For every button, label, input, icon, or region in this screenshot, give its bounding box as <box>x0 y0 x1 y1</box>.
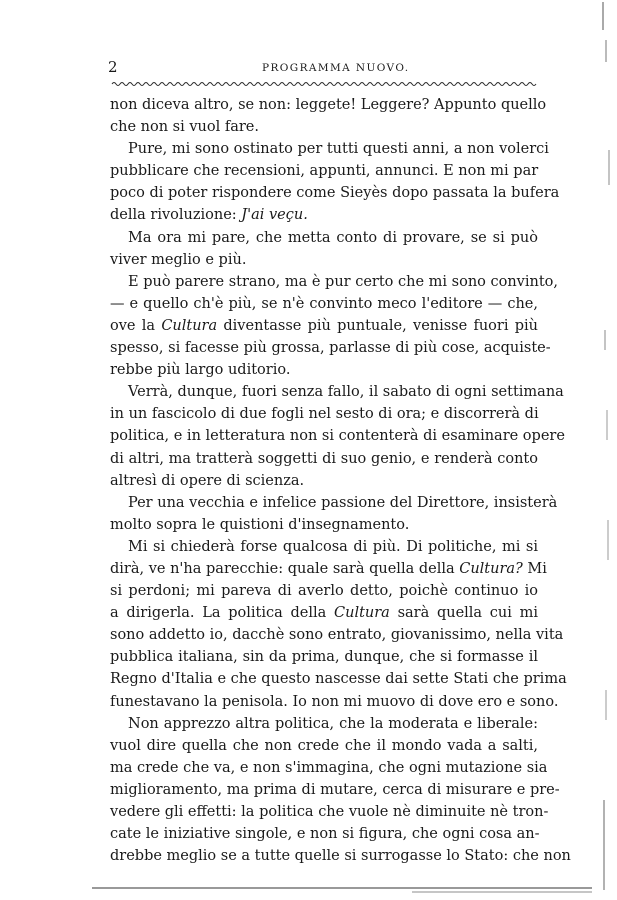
text-line-11-start: ove la <box>110 317 162 334</box>
text-line-4: pubblicare che recensioni, appunti, annunci. E non mi par <box>110 163 539 180</box>
text-line-6 <box>110 204 538 226</box>
text-line-8: viver meglio e più. <box>110 251 247 268</box>
page-header <box>108 58 536 78</box>
italic-cultura-1: Cultura <box>161 317 218 334</box>
text-line-28: funestavano la penisola. Io non mi muovo di dove ero e sono. <box>110 693 559 710</box>
text-line-29: Non apprezzo altra politica, che la moderata e liberale: <box>128 715 538 732</box>
text-line-30: vuol dire quella che non crede che il mondo vada a salti, <box>110 737 538 754</box>
text-line-14: Verrà, dunque, fuori senza fallo, il sabato di ogni settimana <box>128 384 564 401</box>
italic-cultura-question: Cultura? <box>459 560 523 577</box>
text-line-22-start: dirà, ve n'ha parecchie: quale sarà quella della <box>110 560 460 577</box>
text-line-1: non diceva altro, se non: leggete! Leggere? Appunto quello <box>110 97 547 113</box>
text-line-20: molto sopra le quistioni d'insegnamento. <box>110 516 410 533</box>
page-number: 2 <box>108 58 118 76</box>
italic-cultura-2: Cultura <box>334 605 390 622</box>
text-line-24-start: a dirigerla. La politica della <box>110 605 335 622</box>
text-line-25: sono addetto io, dacchè sono entrato, giovanissimo, nella vita <box>110 627 564 644</box>
text-line-32: miglioramento, ma prima di mutare, cerca di misurare e pre- <box>110 781 560 798</box>
text-line-11 <box>110 315 538 337</box>
text-line-24 <box>110 602 538 624</box>
body-text <box>110 94 571 867</box>
bottom-scan-rule <box>92 885 592 895</box>
text-line-5: poco di poter rispondere come Sieyès dopo passata la bufera <box>110 185 560 202</box>
text-line-2: che non si vuol fare. <box>110 119 259 136</box>
text-line-16: politica, e in letteratura non si contenterà di esaminare opere <box>110 428 565 445</box>
text-line-18: altresì di opere di scienza. <box>110 472 305 489</box>
scan-edge-marks <box>597 0 617 900</box>
text-line-10: — e quello ch'è più, se n'è convinto meco l'editore — che, <box>110 295 538 312</box>
text-line-34: cate le iniziative singole, e non si figura, che ogni cosa an- <box>110 826 540 843</box>
text-line-21: Mi si chiederà forse qualcosa di più. Di politiche, mi si <box>128 538 538 555</box>
text-line-12: spesso, si facesse più grossa, parlasse di più cose, acquiste- <box>110 340 551 357</box>
text-line-9: E può parere strano, ma è pur certo che mi sono convinto, <box>128 273 559 290</box>
text-line-3: Pure, mi sono ostinato per tutti questi anni, a non volerci <box>128 141 549 158</box>
text-line-33: vedere gli effetti: la politica che vuole nè diminuite nè tron- <box>110 804 549 820</box>
text-line-26: pubblica italiana, sin da prima, dunque, che si formasse il <box>110 649 538 666</box>
text-line-35: drebbe meglio se a tutte quelle si surrogasse lo Stato: che non <box>110 848 571 865</box>
text-line-17: di altri, ma tratterà soggetti di suo genio, e renderà conto <box>110 450 538 467</box>
text-line-15: in un fascicolo di due fogli nel sesto di ora; e discorrerà di <box>110 406 539 423</box>
text-line-23: si perdoni; mi pareva di averlo detto, poichè continuo io <box>110 583 538 600</box>
decorative-wavy-rule <box>112 80 536 88</box>
text-line-31: ma crede che va, e non s'immagina, che ogni mutazione sia <box>110 759 548 776</box>
text-line-22-tail: Mi <box>522 560 547 577</box>
italic-jai-vecu: J'ai veçu. <box>241 207 308 224</box>
text-line-24-rest: sarà quella cui mi <box>397 605 539 622</box>
text-line-19: Per una vecchia e infelice passione del Direttore, insisterà <box>128 494 558 511</box>
text-line-11-rest: diventasse più puntuale, venisse fuori più <box>223 317 538 334</box>
text-line-27: Regno d'Italia e che questo nascesse dai sette Stati che prima <box>110 671 567 688</box>
text-line-7: Ma ora mi pare, che metta conto di provare, se si può <box>128 229 538 246</box>
text-line-22 <box>110 558 547 580</box>
text-line-6-plain: della rivoluzione: <box>110 207 242 224</box>
text-line-13: rebbe più largo uditorio. <box>110 362 291 379</box>
running-title: PROGRAMMA NUOVO. <box>262 62 410 74</box>
